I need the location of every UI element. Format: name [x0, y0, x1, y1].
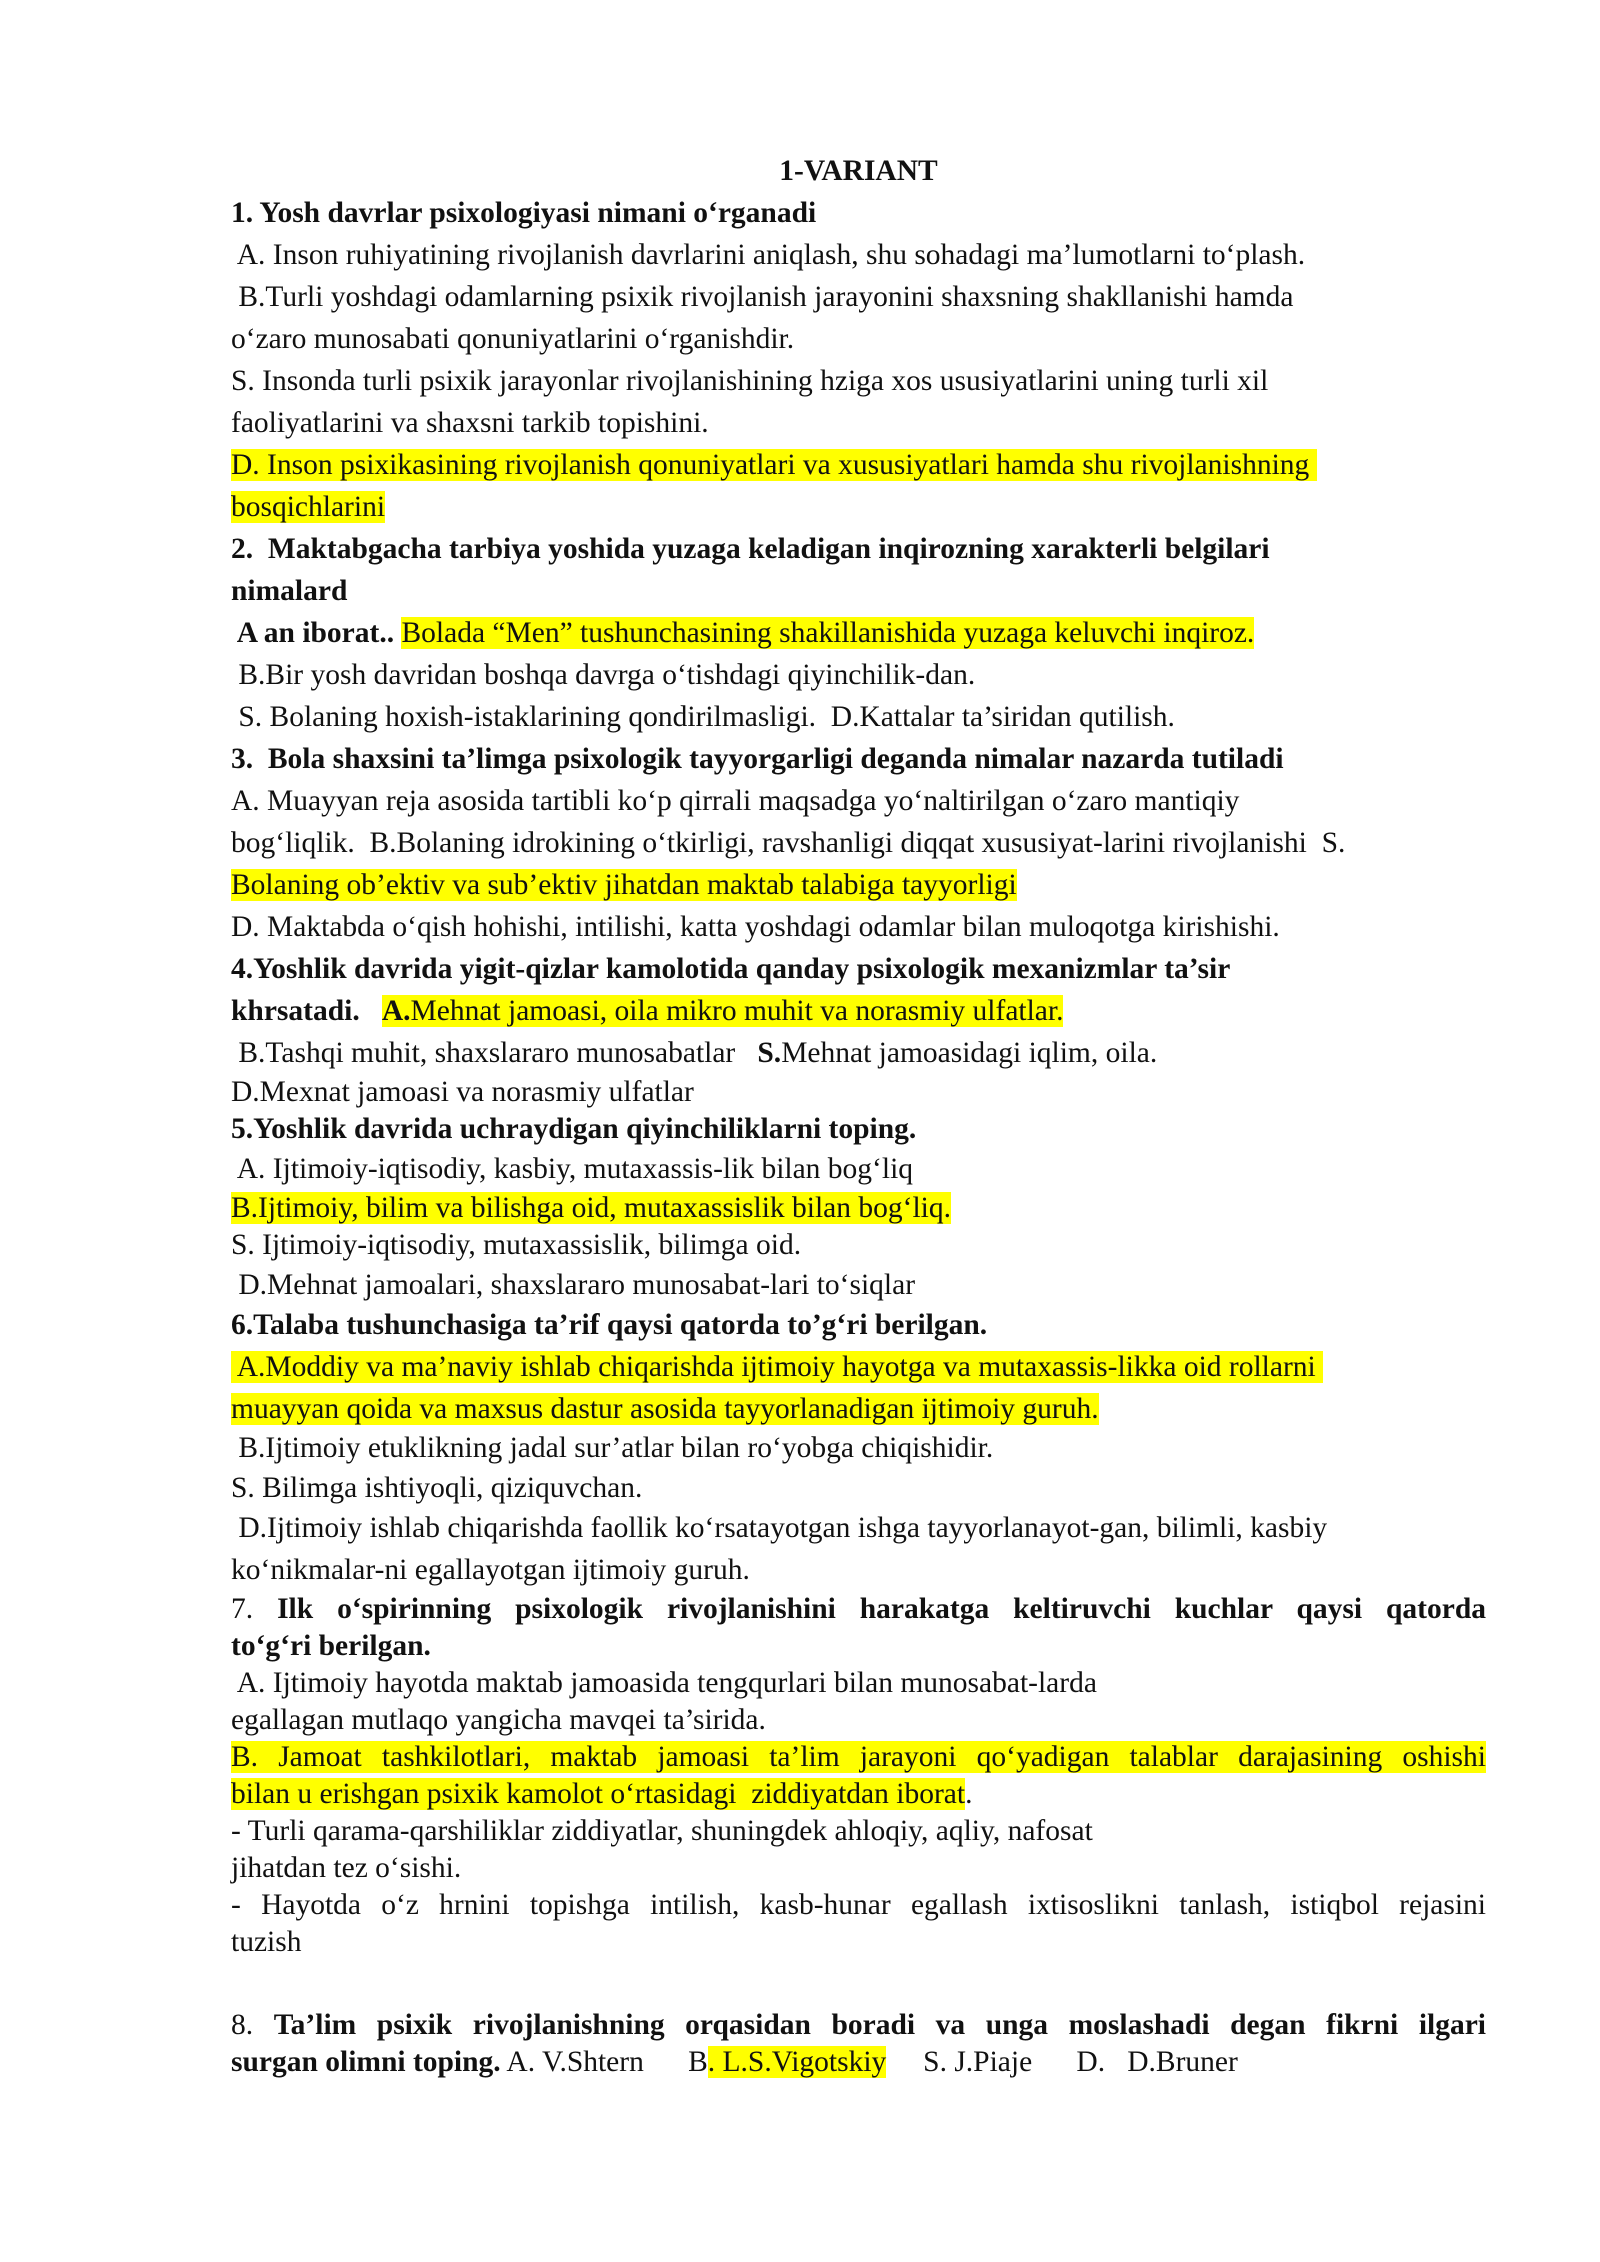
- q1-option-s-line1: S. Insonda turli psixik jarayonlar rivojlanishining hziga xos ususiyatlarini uning turli xil: [231, 365, 1269, 397]
- q4-option-d: D.Mexnat jamoasi va norasmiy ulfatlar: [231, 1076, 694, 1108]
- q3-option-d: D. Maktabda o‘qish hohishi, intilishi, katta yoshdagi odamlar bilan muloqotga kirishishi.: [231, 911, 1280, 943]
- q7-option-c-line1: - Turli qarama-qarshiliklar ziddiyatlar, shuningdek ahloqiy, aqliy, nafosat: [231, 1815, 1093, 1847]
- q6-option-d-line2: ko‘nikmalar-ni egallayotgan ijtimoiy guruh.: [231, 1554, 750, 1586]
- q1-option-s-line2: faoliyatlarini va shaxsni tarkib topishini.: [231, 407, 709, 439]
- q7-option-d-line1: - Hayotda o‘z hrnini topishga intilish, kasb-hunar egallash ixtisoslikni tanlash, istiqbol rejasini: [231, 1889, 1486, 1921]
- q5-option-s: S. Ijtimoiy-iqtisodiy, mutaxassislik, bilimga oid.: [231, 1229, 802, 1261]
- q4-answer-a-label: A.: [381, 995, 411, 1027]
- q6-question: 6.Talaba tushunchasiga ta’rif qaysi qatorda to’g‘ri berilgan.: [231, 1309, 988, 1341]
- q1-option-b-line2: o‘zaro munosabati qonuniyatlarini o‘rganishdir.: [231, 323, 795, 355]
- q3-answer-s: Bolaning ob’ektiv va sub’ektiv jihatdan maktab talabiga tayyorligi: [231, 869, 1017, 901]
- q1-option-a: A. Inson ruhiyatining rivojlanish davrlarini aniqlash, shu sohadagi ma’lumotlarni to‘plash.: [231, 239, 1306, 271]
- q7-option-d-line2: tuzish: [231, 1926, 302, 1958]
- q5-option-d: D.Mehnat jamoalari, shaxslararo munosabat-lari to‘siqlar: [231, 1269, 916, 1301]
- q4-option-s: Mehnat jamoasidagi iqlim, oila.: [781, 1037, 1158, 1069]
- q3-question: 3. Bola shaxsini ta’limga psixologik tayyorgarligi deganda nimalar nazarda tutiladi: [231, 743, 1284, 775]
- q7-option-a-line1: A. Ijtimoiy hayotda maktab jamoasida tengqurlari bilan munosabat-larda: [231, 1667, 1097, 1699]
- q6-answer-a-line2: muayyan qoida va maxsus dastur asosida tayyorlanadigan ijtimoiy guruh.: [231, 1393, 1099, 1425]
- q7-answer-b-line1: B. Jamoat tashkilotlari, maktab jamoasi ta’lim jarayoni qo‘yadigan talablar darajasining oshishi: [231, 1741, 1486, 1773]
- q4-question-line1: 4.Yoshlik davrida yigit-qizlar kamolotida qanday psixologik mexanizmlar ta’sir: [231, 953, 1231, 985]
- q8-question-line2: surgan olimni toping.: [231, 2046, 501, 2078]
- q8-question-line1: Ta’lim psixik rivojlanishning orqasidan boradi va unga moslashadi degan fikrni ilgari: [273, 2009, 1486, 2041]
- q3-option-a-line1: A. Muayyan reja asosida tartibli ko‘p qirrali maqsadga yo‘naltirilgan o‘zaro mantiqiy: [231, 785, 1240, 817]
- q1-option-b-line1: B.Turli yoshdagi odamlarning psixik rivojlanish jarayonini shaxsning shakllanishi hamda: [231, 281, 1294, 313]
- q7-question-line1: Ilk o‘spirinning psixologik rivojlanishini harakatga keltiruvchi kuchlar qaysi qatorda: [277, 1593, 1486, 1625]
- q2-question-line1: 2. Maktabgacha tarbiya yoshida yuzaga keladigan inqirozning xarakterli belgilari: [231, 533, 1270, 565]
- q7-answer-b-end: .: [965, 1778, 973, 1810]
- q2-question-line2: nimalard: [231, 575, 348, 607]
- q2-answer-a: Bolada “Men” tushunchasining shakillanishida yuzaga keluvchi inqiroz.: [401, 617, 1255, 649]
- q7-question-line2: to‘g‘ri berilgan.: [231, 1630, 431, 1662]
- q6-option-b: B.Ijtimoiy etuklikning jadal sur’atlar bilan ro‘yobga chiqishidir.: [231, 1432, 994, 1464]
- q4-answer-a: Mehnat jamoasi, oila mikro muhit va norasmiy ulfatlar.: [410, 995, 1064, 1027]
- q1-question: 1. Yosh davrlar psixologiyasi nimani o‘rganadi: [231, 197, 817, 229]
- document-page: [231, 150, 1486, 2081]
- q4-option-s-label: S.: [757, 1037, 782, 1069]
- q2-option-a-prefix: A an iborat..: [231, 617, 402, 649]
- q7-option-c-line2: jihatdan tez o‘sishi.: [231, 1852, 462, 1884]
- q1-answer-d-line2: bosqichlarini: [231, 491, 386, 523]
- q1-answer-d-line1: D. Inson psixikasining rivojlanish qonuniyatlari va xususiyatlari hamda shu rivojlanishning: [231, 449, 1317, 481]
- q8-answer-b: . L.S.Vigotskiy: [707, 2046, 887, 2078]
- q4-option-b: B.Tashqi muhit, shaxslararo munosabatlar: [231, 1037, 758, 1069]
- q7-answer-b-line2: bilan u erishgan psixik kamolot o‘rtasidagi ziddiyatdan iborat: [231, 1778, 966, 1810]
- q3-option-a-b: bog‘liqlik. B.Bolaning idrokining o‘tkirligi, ravshanligi diqqat xususiyat-larini rivojlanishi S.: [231, 827, 1346, 859]
- q4-question-line2: khrsatadi.: [231, 995, 360, 1027]
- page-title: 1-VARIANT: [779, 155, 938, 187]
- q7-option-a-line2: egallagan mutlaqo yangicha mavqei ta’sirida.: [231, 1704, 766, 1736]
- q5-answer-b: B.Ijtimoiy, bilim va bilishga oid, mutaxassislik bilan bog‘liq.: [231, 1192, 951, 1224]
- q6-answer-a-line1: A.Moddiy va ma’naviy ishlab chiqarishda ijtimoiy hayotga va mutaxassis-likka oid rollarni: [231, 1351, 1324, 1383]
- q2-option-b: B.Bir yosh davridan boshqa davrga o‘tishdagi qiyinchilik-dan.: [231, 659, 976, 691]
- q7-number: 7.: [231, 1593, 278, 1625]
- q8-option-a: A. V.Shtern B: [500, 2046, 708, 2078]
- q8-options-s-d: S. J.Piaje D. D.Bruner: [886, 2046, 1238, 2078]
- q2-option-s-d: S. Bolaning hoxish-istaklarining qondirilmasligi. D.Kattalar ta’siridan qutilish.: [231, 701, 1175, 733]
- q8-number: 8.: [231, 2009, 274, 2041]
- q5-question: 5.Yoshlik davrida uchraydigan qiyinchiliklarni toping.: [231, 1113, 917, 1145]
- q6-option-s: S. Bilimga ishtiyoqli, qiziquvchan.: [231, 1472, 643, 1504]
- q6-option-d-line1: D.Ijtimoiy ishlab chiqarishda faollik ko‘rsatayotgan ishga tayyorlanayot-gan, bilimli, kasbiy: [231, 1512, 1328, 1544]
- q5-option-a: A. Ijtimoiy-iqtisodiy, kasbiy, mutaxassis-lik bilan bog‘liq: [231, 1153, 914, 1185]
